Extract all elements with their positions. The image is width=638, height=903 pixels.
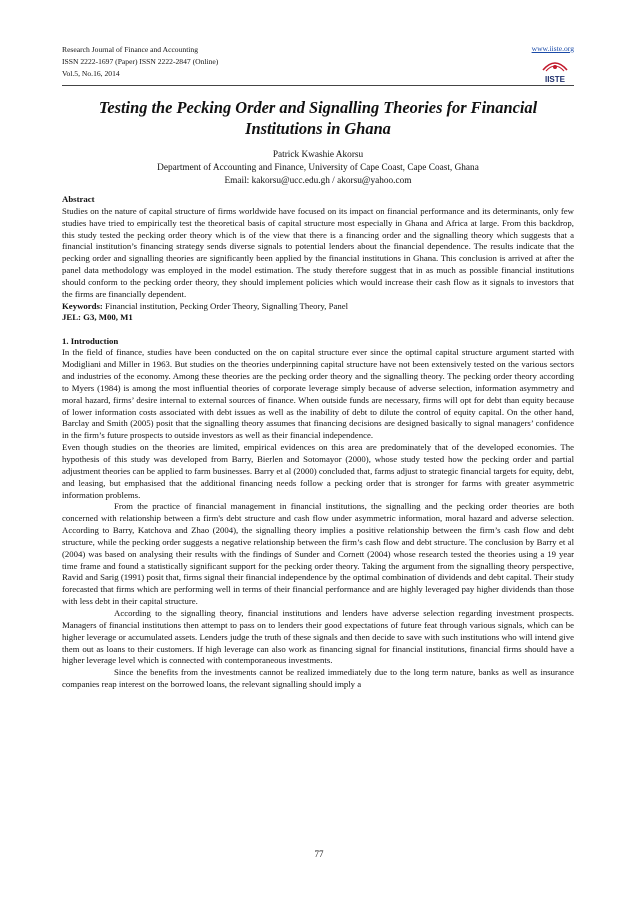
keywords-label: Keywords: [62, 300, 103, 311]
intro-paragraph: According to the signalling theory, financial institutions and lenders have adverse selection regarding investment prospects. Managers of financial institutions then attempt to pass on to lenders their good expectations of future feat through various signals, which can be higher leverage or accumulated assets. Lenders judge the truth of these signals and then decide to save with such institutions who will intend give them out as loans to their customers. If high leverage can also work as financing signal for financial institutions, financial firms should have a higher leverage level which is connected with contemporaneous investments. [62, 607, 574, 666]
header-rule [62, 85, 574, 86]
intro-heading: 1. Introduction [62, 335, 119, 346]
journal-name: Research Journal of Finance and Accounting [62, 45, 199, 54]
iiste-logo [540, 58, 570, 86]
section-gap [62, 324, 574, 335]
volume-line: Vol.5, No.16, 2014 [62, 69, 120, 79]
jel-codes: JEL: G3, M00, M1 [62, 312, 133, 323]
intro-paragraph: In the field of finance, studies have been conducted on the on capital structure ever since the optimal capital structure argument started with Modigliani and Miller in 1963. But studies on the theories underpinning capital structure have not been extensively tested on the various sectors and industries of the economy. Among these theories are the pecking order theory and the signalling theory. The pecking order theory according to Myers (1984) is among the most influential theories of corporate leverage simply because of adverse selection, information asymmetry and moral hazard, firms’ desire internal to external sources of finance. When outside funds are necessary, firms will opt for debt than equity because of lower information costs associated with debt issues as well as the inability of debt to dilute the control of equity capital. On the other hand, Barclay and Smith (2005) posit that the signalling theory assumes that financing decisions are designed basically to signal managers’ confidence in the firm’s future prospects to outside investors as well as their financial independence. [62, 347, 574, 441]
journal-url-link[interactable]: www.iiste.org [531, 44, 574, 53]
issn-line: ISSN 2222-1697 (Paper) ISSN 2222-2847 (Online) [62, 57, 219, 67]
abstract-heading: Abstract [62, 194, 95, 204]
author-affiliation: Department of Accounting and Finance, University of Cape Coast, Cape Coast, Ghana [157, 163, 479, 174]
running-header [62, 44, 574, 94]
intro-paragraph: Since the benefits from the investments cannot be realized immediately due to the long term nature, banks as well as insurance companies reap interest on the borrowed loans, the relevant signalling should imply a [62, 667, 574, 690]
svg-text:IISTE: IISTE [544, 75, 566, 84]
keywords-text: Financial institution, Pecking Order Theory, Signalling Theory, Panel [105, 300, 349, 311]
paper-body [62, 194, 574, 691]
keywords-line [62, 301, 574, 313]
intro-paragraph: From the practice of financial management in financial institutions, the signalling and the pecking order theories are both concerned with relationship between a firm's debt structure and cash flow under asymmetric information, moral hazard and adverse selection. According to Barry, Katchova and Zhao (2004), the signalling theory implies a positive relationship between the firm’s cash flow and debt structure, while the pecking order suggests a negative relationship between the firm’s cash flow and debt structure. The conclusion by Barry et al (2004) was based on analysing their results with the findings of Sunder and Cornett (2004) whose research tested the theories using a 19 year time frame and found a statistically significant support for the pecking order theory. Taking the argument from the signalling theory perspective, Ravid and Sarig (1991) posit that, firms signal their financial independence by the optimal combination of dividends and debt capital. Their study forecasted that firms which are performing well in terms of their financial performance and are highly leveraged pay higher dividends than those with less debt in their capital structure. [62, 501, 574, 607]
intro-paragraph: Even though studies on the theories are limited, empirical evidences on this area are predominately that of the developed economies. The hypothesis of this study was developed from Barry, Bierlen and Sotomayor (2000), whose study tested how the pecking order and partial adjustment theories can be applied to farm businesses. Barry et al (2000) concluded that, farms adjust to strategic financial targets for equity, debt, and leasing, but emphasised that the additional financing needs follow a pecking order that is stronger for farms with greater asymmetric information problems. [62, 442, 574, 500]
author-email: Email: kakorsu@ucc.edu.gh / akorsu@yahoo.com [224, 176, 412, 187]
page-number: 77 [314, 849, 324, 859]
paper-title: Testing the Pecking Order and Signalling Theories for Financial Institutions in Ghana [98, 98, 538, 138]
author-name: Patrick Kwashie Akorsu [272, 150, 364, 160]
author-block [62, 149, 574, 188]
abstract-text: Studies on the nature of capital structure of firms worldwide have focused on its impact on financial performance and its determinants, only few studies have tried to empirically test the theoretical basis of capital structure most especially in Ghana and Africa at large. From this backdrop, this study tested the pecking order theory which is of the view that there is a financing order and the signalling theory which suggests that a financial institution’s financing strategy sends diverse signals to potential lenders about the financial dependence. The results indicate that the pecking order and signalling theories are significantly been applied by the financial institutions in Ghana. This conclusion is arrived at after the panel data methodology was employed in the model estimation. The study therefore suggest that in as much as possible financial institutions should conform to the pecking order theory, they should implement policies which would increase their cash flow as it signals to investors that the firms are financially dependent. [62, 205, 574, 299]
